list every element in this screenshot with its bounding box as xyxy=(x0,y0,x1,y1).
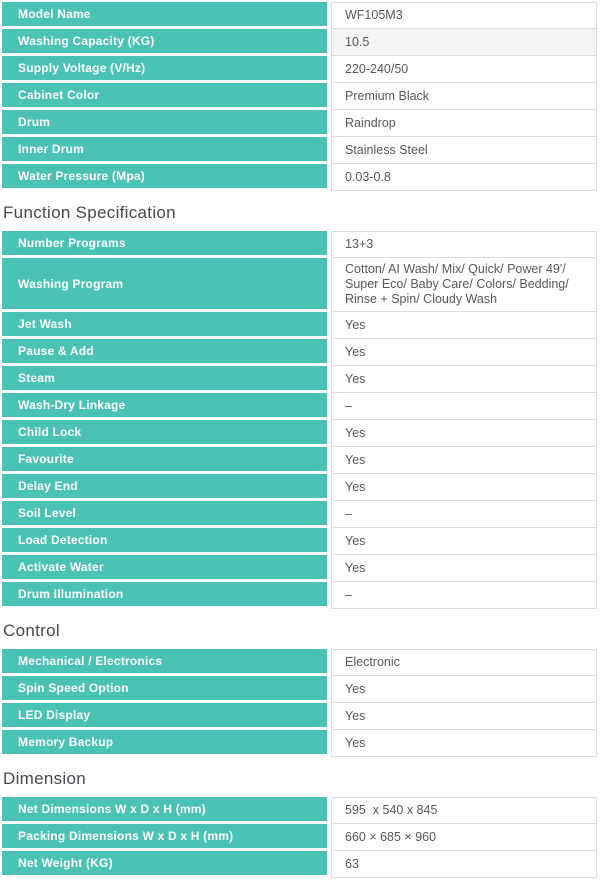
spec-row xyxy=(2,797,597,824)
spec-row xyxy=(2,231,597,258)
spec-value: 220-240/50 xyxy=(331,56,597,83)
function-spec-table xyxy=(2,231,597,609)
spec-row xyxy=(2,339,597,366)
spec-value: Yes xyxy=(331,528,597,555)
spec-value: 0.03-0.8 xyxy=(331,164,597,191)
spec-label: Favourite xyxy=(2,447,327,474)
spec-row xyxy=(2,649,597,676)
spec-row xyxy=(2,83,597,110)
spec-label: Mechanical / Electronics xyxy=(2,649,327,676)
spec-label: Net Dimensions W x D x H (mm) xyxy=(2,797,327,824)
control-spec-table xyxy=(2,649,597,757)
spec-row xyxy=(2,2,597,29)
spec-value: 595 x 540 x 845 xyxy=(331,797,597,824)
spec-row xyxy=(2,582,597,609)
dimension-heading: Dimension xyxy=(3,769,87,788)
spec-row xyxy=(2,137,597,164)
spec-row xyxy=(2,393,597,420)
spec-value: Raindrop xyxy=(331,110,597,137)
section-general-spec xyxy=(2,2,597,191)
spec-label: Activate Water xyxy=(2,555,327,582)
spec-label: Washing Capacity (KG) xyxy=(2,29,327,56)
spec-row xyxy=(2,555,597,582)
spec-row xyxy=(2,420,597,447)
spec-value: 10.5 xyxy=(331,29,597,56)
spec-row xyxy=(2,164,597,191)
spec-row xyxy=(2,447,597,474)
spec-value: Premium Black xyxy=(331,83,597,110)
spec-label: Drum Illumination xyxy=(2,582,327,609)
spec-label: Wash-Dry Linkage xyxy=(2,393,327,420)
spec-row xyxy=(2,501,597,528)
spec-label: Net Weight (KG) xyxy=(2,851,327,878)
spec-label: Jet Wash xyxy=(2,312,327,339)
section-function-spec xyxy=(2,202,597,609)
spec-label: Drum xyxy=(2,110,327,137)
spec-value: Yes xyxy=(331,312,597,339)
spec-label: Cabinet Color xyxy=(2,83,327,110)
spec-label: Inner Drum xyxy=(2,137,327,164)
spec-label: Washing Program xyxy=(2,258,327,312)
spec-row xyxy=(2,676,597,703)
spec-value: Yes xyxy=(331,474,597,501)
spec-value: Yes xyxy=(331,447,597,474)
spec-value: 660 × 685 × 960 xyxy=(331,824,597,851)
spec-value: Yes xyxy=(331,676,597,703)
spec-label: Steam xyxy=(2,366,327,393)
spec-value: Yes xyxy=(331,339,597,366)
spec-row xyxy=(2,312,597,339)
spec-row xyxy=(2,528,597,555)
spec-value: Stainless Steel xyxy=(331,137,597,164)
spec-row xyxy=(2,730,597,757)
spec-label: Water Pressure (Mpa) xyxy=(2,164,327,191)
spec-row xyxy=(2,29,597,56)
spec-row xyxy=(2,110,597,137)
spec-row xyxy=(2,366,597,393)
spec-label: Spin Speed Option xyxy=(2,676,327,703)
spec-value: Yes xyxy=(331,420,597,447)
spec-row xyxy=(2,474,597,501)
spec-row xyxy=(2,258,597,312)
spec-label: LED Display xyxy=(2,703,327,730)
spec-row xyxy=(2,824,597,851)
spec-value: – xyxy=(331,501,597,528)
spec-row xyxy=(2,703,597,730)
spec-label: Pause & Add xyxy=(2,339,327,366)
dimension-spec-table xyxy=(2,797,597,878)
spec-label: Model Name xyxy=(2,2,327,29)
spec-label: Packing Dimensions W x D x H (mm) xyxy=(2,824,327,851)
spec-value: Electronic xyxy=(331,649,597,676)
general-spec-table xyxy=(2,2,597,191)
section-dimension xyxy=(2,768,597,878)
spec-value: Cotton/ AI Wash/ Mix/ Quick/ Power 49'/ Super Eco/ Baby Care/ Colors/ Bedding/ Rinse + Spin/ Cloudy Wash xyxy=(331,258,597,312)
spec-label: Load Detection xyxy=(2,528,327,555)
control-heading: Control xyxy=(3,621,60,640)
spec-row xyxy=(2,56,597,83)
spec-value: Yes xyxy=(331,366,597,393)
function-specification-heading: Function Specification xyxy=(3,203,176,222)
spec-label: Child Lock xyxy=(2,420,327,447)
spec-value: – xyxy=(331,393,597,420)
spec-value: Yes xyxy=(331,555,597,582)
spec-row xyxy=(2,851,597,878)
section-control xyxy=(2,620,597,757)
spec-value: Yes xyxy=(331,730,597,757)
spec-label: Delay End xyxy=(2,474,327,501)
spec-label: Supply Voltage (V/Hz) xyxy=(2,56,327,83)
spec-value: – xyxy=(331,582,597,609)
spec-label: Soil Level xyxy=(2,501,327,528)
spec-value: 63 xyxy=(331,851,597,878)
spec-value: Yes xyxy=(331,703,597,730)
spec-value: WF105M3 xyxy=(331,2,597,29)
spec-label: Number Programs xyxy=(2,231,327,258)
spec-value: 13+3 xyxy=(331,231,597,258)
spec-label: Memory Backup xyxy=(2,730,327,757)
